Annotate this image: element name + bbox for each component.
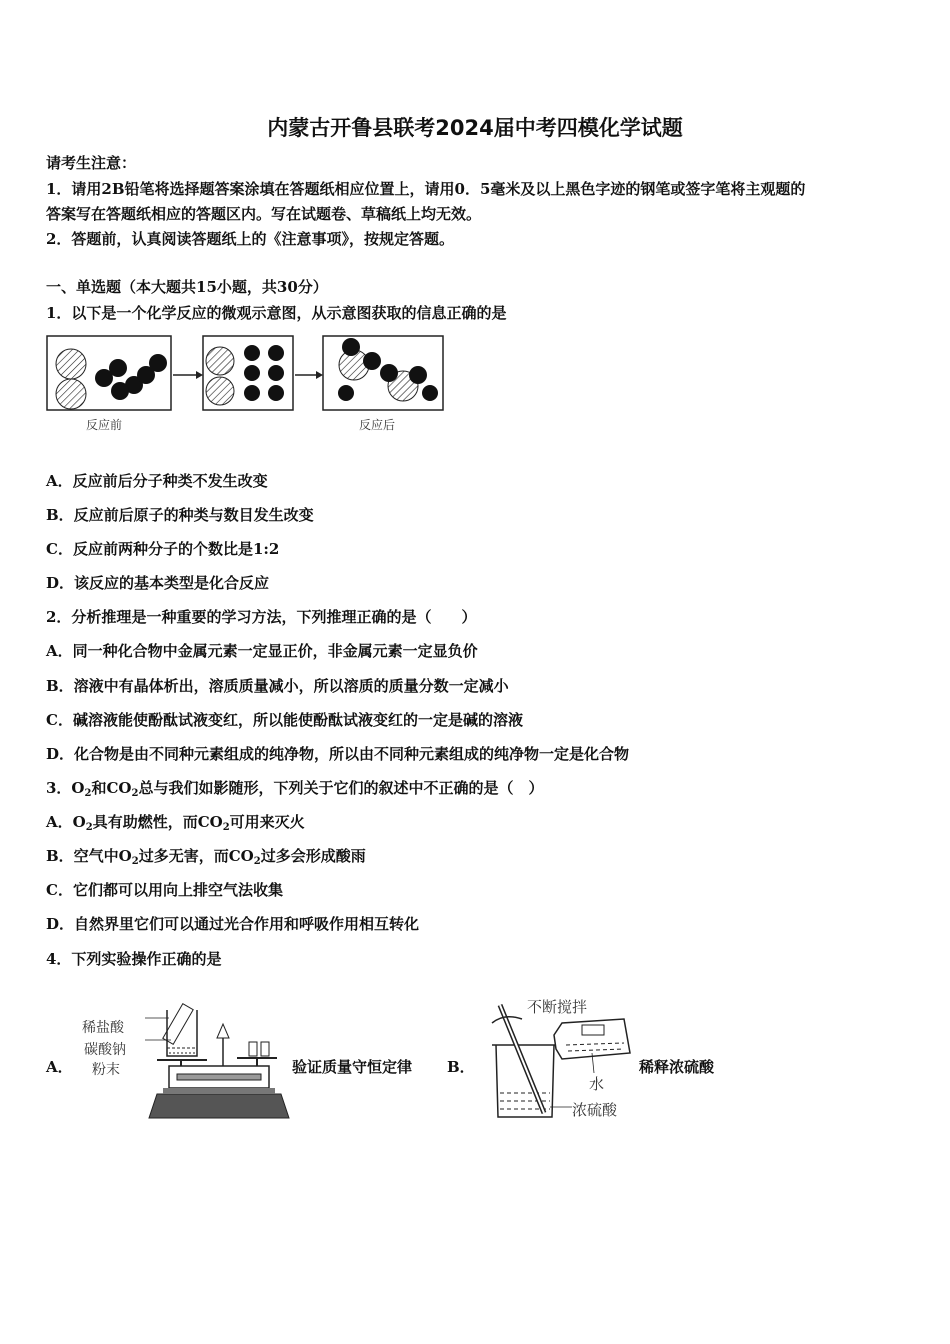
label-powder: 粉末 — [92, 1062, 120, 1078]
q3-stem: 3．$O_2$和$CO_2$总与我们如影随形，下列关于它们的叙述中不正确的是（ ） — [46, 779, 544, 799]
notice-line-3: 2．答题前，认真阅读答题纸上的《注意事项》，按规定答题。 — [46, 230, 454, 248]
q2-stem: 2．分析推理是一种重要的学习方法，下列推理正确的是（ ） — [46, 608, 477, 626]
label-water: 水 — [589, 1075, 605, 1093]
q1-option-a: A．反应前后分子种类不发生改变 — [46, 472, 268, 490]
section-heading: 一、单选题（本大题共15小题，共30分） — [46, 278, 328, 296]
q2-option-b: B．溶液中有晶体析出，溶质质量减小，所以溶质的质量分数一定减小 — [46, 677, 509, 695]
q1-option-d: D．该反应的基本类型是化合反应 — [46, 574, 270, 592]
q4-stem: 4．下列实验操作正确的是 — [46, 950, 222, 968]
q4-option-b-letter: B． — [447, 1058, 475, 1076]
label-na2co3: 碳酸钠 — [84, 1042, 126, 1058]
q2-option-a: A．同一种化合物中金属元素一定显正价，非金属元素一定显负价 — [46, 642, 478, 660]
label-stir: 不断搅拌 — [527, 998, 588, 1016]
q4-option-a-caption: 验证质量守恒定律 — [292, 1058, 413, 1076]
q4-option-b-caption: 稀释浓硫酸 — [639, 1058, 715, 1076]
notice-heading: 请考生注意： — [46, 154, 137, 172]
q3-option-d: D．自然界里它们可以通过光合作用和呼吸作用相互转化 — [46, 915, 420, 933]
q3-option-c: C．它们都可以用向上排空气法收集 — [46, 881, 283, 899]
label-before: 反应前 — [86, 418, 123, 432]
notice-line-1: 1．请用2B铅笔将选择题答案涂填在答题纸相应位置上，请用0．5毫米及以上黑色字迹的钢笔或签字笔将主观题的 — [46, 180, 806, 198]
notice-line-2: 答案写在答题纸相应的答题区内。写在试题卷、草稿纸上均无效。 — [46, 205, 482, 223]
hatched-atom — [56, 349, 86, 379]
q3-option-b: B．空气中$O_2$过多无害，而$CO_2$过多会形成酸雨 — [46, 847, 366, 867]
black-atom — [111, 382, 129, 400]
label-after: 反应后 — [359, 418, 396, 432]
black-atom — [109, 359, 127, 377]
q4-option-a-letter: A． — [46, 1058, 73, 1076]
q2-option-d: D．化合物是由不同种元素组成的纯净物，所以由不同种元素组成的纯净物一定是化合物 — [46, 745, 630, 763]
q1-stem: 1．以下是一个化学反应的微观示意图，从示意图获取的信息正确的是 — [46, 304, 507, 322]
label-hcl: 稀盐酸 — [82, 1020, 124, 1036]
q2-option-c: C．碱溶液能使酚酞试液变红，所以能使酚酞试液变红的一定是碱的溶液 — [46, 711, 523, 729]
hatched-atom — [56, 379, 86, 409]
balance-figure — [145, 998, 290, 1120]
label-h2so4: 浓硫酸 — [572, 1101, 618, 1119]
q1-option-b: B．反应前后原子的种类与数目发生改变 — [46, 506, 314, 524]
q1-option-c: C．反应前两种分子的个数比是1:2 — [46, 540, 280, 558]
page-title: 内蒙古开鲁县联考2024届中考四模化学试题 — [267, 116, 683, 140]
black-atom — [149, 354, 167, 372]
q3-option-a: A．$O_2$具有助燃性，而$CO_2$可用来灭火 — [46, 813, 305, 833]
